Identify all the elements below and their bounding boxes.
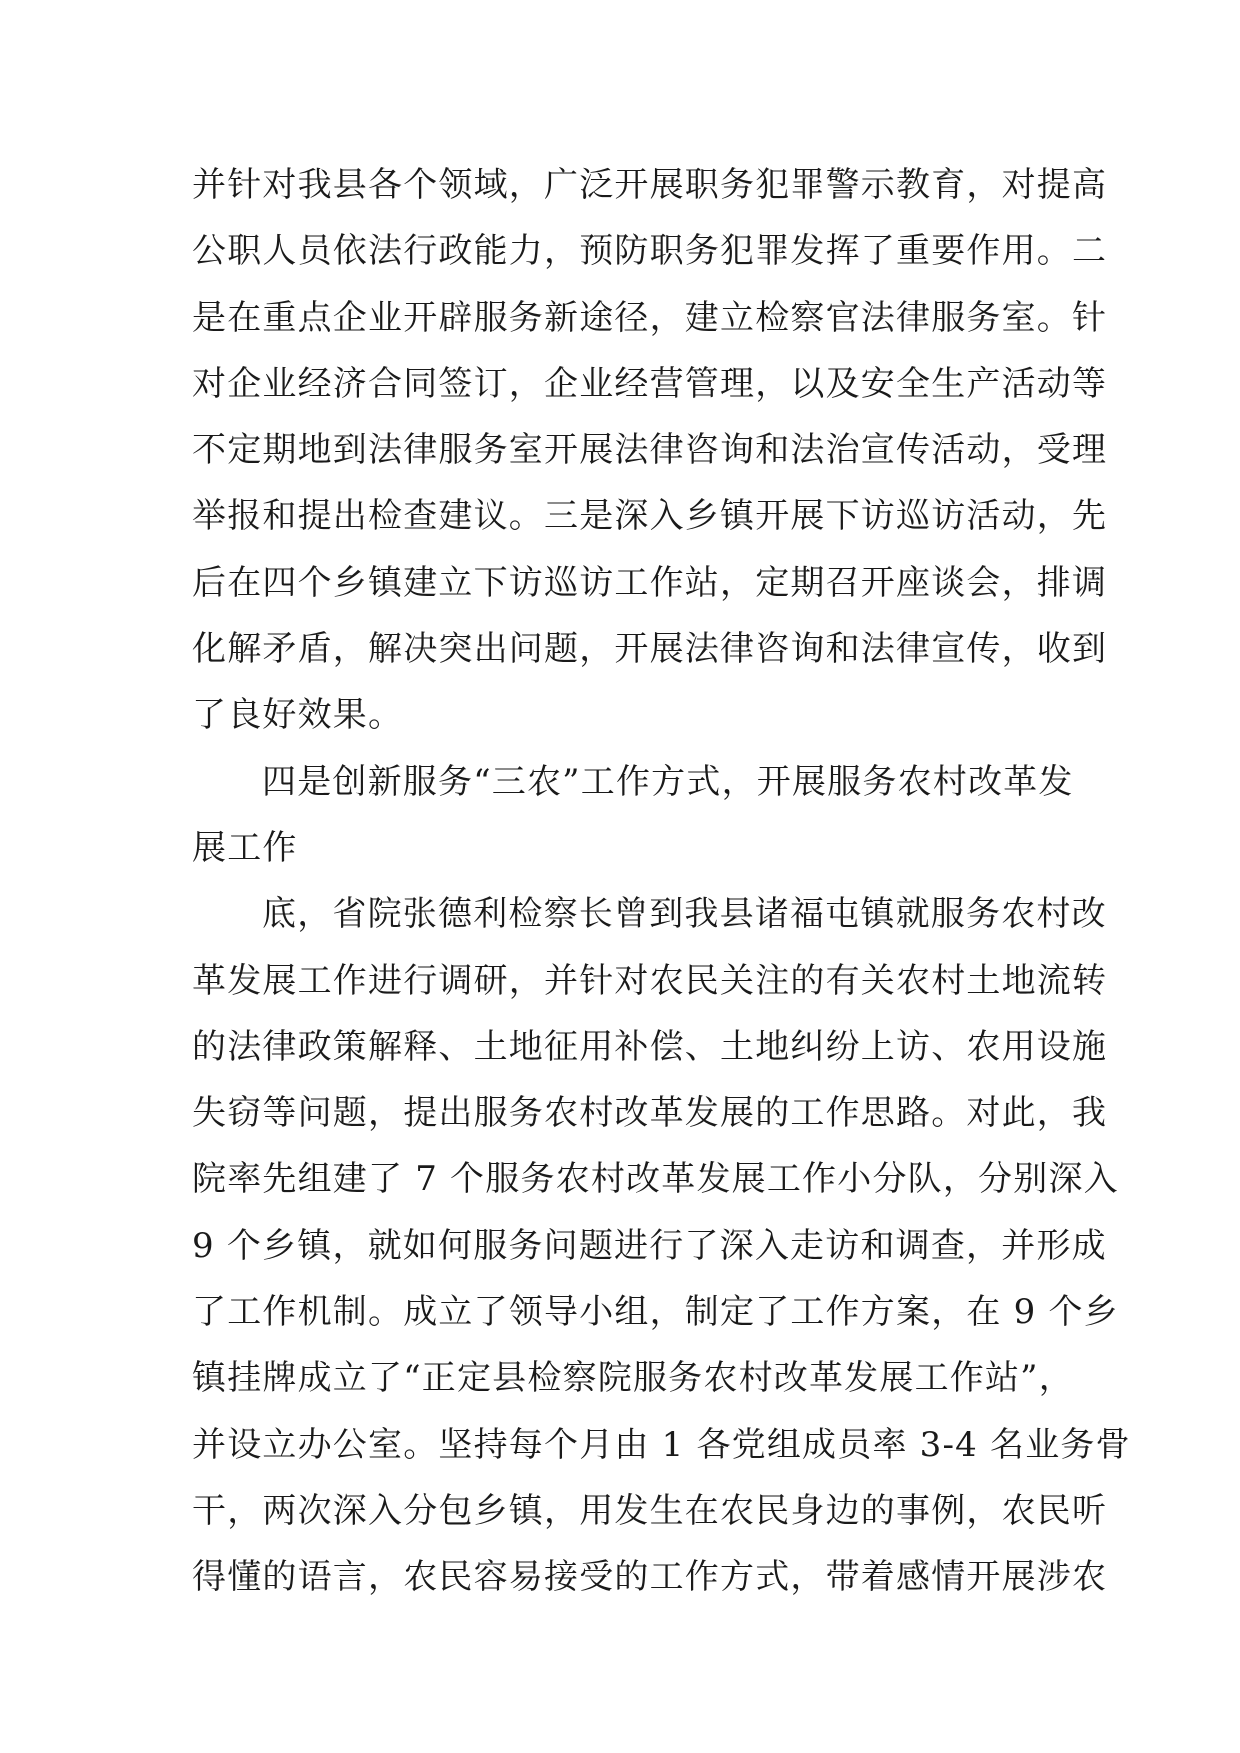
text-line: 公职人员依法行政能力，预防职务犯罪发挥了重要作用。二 [192,231,1108,272]
text-line: 革发展工作进行调研，并针对农民关注的有关农村土地流转 [192,960,1108,1001]
text-line: 得懂的语言，农民容易接受的工作方式，带着感情开展涉农 [192,1557,1108,1598]
text-line: 了工作机制。成立了领导小组，制定了工作方案，在 9 个乡 [192,1292,1119,1333]
text-line: 底，省院张德利检察长曾到我县诸福屯镇就服务农村改 [262,894,1107,935]
text-line: 不定期地到法律服务室开展法律咨询和法治宣传活动，受理 [192,430,1108,471]
text-line: 举报和提出检查建议。三是深入乡镇开展下访巡访活动，先 [192,496,1108,537]
text-line: 院率先组建了 7 个服务农村改革发展工作小分队，分别深入 [192,1159,1119,1200]
text-line: 干，两次深入分包乡镇，用发生在农民身边的事例，农民听 [192,1490,1108,1531]
section-heading-line: 四是创新服务“三农”工作方式，开展服务农村改革发 [262,761,1074,802]
section-heading-line: 展工作 [192,827,298,868]
text-line: 是在重点企业开辟服务新途径，建立检察官法律服务室。针 [192,297,1108,338]
text-line: 镇挂牌成立了“正定县检察院服务农村改革发展工作站”， [192,1358,1074,1399]
text-line: 失窃等问题，提出服务农村改革发展的工作思路。对此，我 [192,1093,1108,1134]
text-line: 对企业经济合同签订，企业经营管理，以及安全生产活动等 [192,363,1108,404]
text-line: 9 个乡镇，就如何服务问题进行了深入走访和调查，并形成 [192,1225,1107,1266]
text-line: 的法律政策解释、土地征用补偿、土地纠纷上访、农用设施 [192,1026,1108,1067]
text-line: 并针对我县各个领域，广泛开展职务犯罪警示教育，对提高 [192,165,1108,205]
text-line: 化解矛盾，解决突出问题，开展法律咨询和法律宣传，收到 [192,629,1108,670]
text-line: 并设立办公室。坚持每个月由 1 各党组成员率 3-4 名业务骨 [192,1424,1131,1465]
text-line: 后在四个乡镇建立下访巡访工作站，定期召开座谈会，排调 [192,562,1108,603]
text-line: 了良好效果。 [192,695,404,736]
document-body [192,152,1131,1611]
